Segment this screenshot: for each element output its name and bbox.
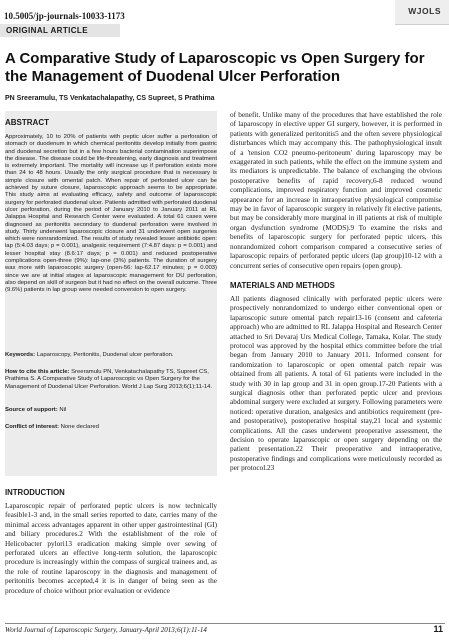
cite-value: Sreeramulu PN, Venkatachalapathy TS, Supreet CS, Prathima S. A Comparative Study of Laparoscopic vs Open Surgery for the Management of Duodenal Ulcer Perforation. World J Lap Surg 2013;6(1):11-14. xyxy=(5,369,213,390)
support-label: Source of support: xyxy=(5,407,58,413)
abstract-heading: ABSTRACT xyxy=(5,118,49,127)
journal-code-tab xyxy=(395,0,449,25)
introduction-text: Laparoscopic repair of perforated peptic ulcers is now technically feasible1-3 and, in the small series reported to date, carries many of the minimal access advantages apparent in other upper gastrointestinal (GI) and biliary procedures.2 With the establishment of the role of Helicobacter pylori13 eradication making simple over sewing of perforated ulcers an effective long-term solution, the laparoscopic procedure is increasingly within the compass of surgical trainees and, as the role of routine laparoscopy in the diagnosis and management of peritonitis becomes accepted,4 it is in danger of being seen as the procedure of choice without prior evaluation or evidence xyxy=(5,502,217,595)
article-type-banner xyxy=(0,24,120,37)
cite-label: How to cite this article: xyxy=(5,369,70,375)
abstract-box xyxy=(5,111,217,476)
keywords-value: Laparoscopy, Peritonitis, Duodenal ulcer perforation. xyxy=(36,352,174,358)
author-list: PN Sreeramulu, TS Venkatachalapathy, CS Supreet, S Prathima xyxy=(5,95,215,102)
keywords-label: Keywords: xyxy=(5,352,36,358)
footer-divider xyxy=(5,623,445,624)
left-column xyxy=(5,111,217,596)
introduction-continued-text: of benefit. Unlike many of the procedures that have established the role of laparoscopy in elective upper GI surgery, however, it is performed in patients with generalized peritonitis5 and the often severe physiological disturbances which may accompany this. The pathophysiological insult of a 'tension CO2 pneumo-peritoneum' during laparoscopy may be exaggerated in such patients, while the effect on the immune system and its mediators is unpredictable. The balance of exchanging the obvious postoperative benefits of rapid recovery,6-8 reduced wound complications, improved respiratory function and improved cosmetic appearance for an increase in intraoperative physiological compromise may be in favor of laparoscopic surgery in relatively fit elective patients, but may be considerably more marginal in ill patients at risk of multiple organ dysfunction syndrome (MODS).9 To examine the risks and benefits of laparoscopic surgery for perforated peptic ulcers, this nonrandomized cohort comparison compared a consecutive series of laparoscopic repairs of perforated peptic ulcers (lap group)10-12 with a concurrent series of consecutive open repairs (open group). xyxy=(230,111,442,270)
methods-text: All patients diagnosed clinically with perforated peptic ulcers were prospectively nonrandomized to undergo either conventional open or laparoscopic suture omental patch repair13-16 (consent and cafeteria approach) who are admitted to RL Jalappa Hospital and Research Center attached to Sri Devaraj Urs Medical College, Tamaka, Kolar. The study protocol was approved by the hospital ethics committee before the trial began from January 2010 to January 2011. Informed consent for randomization to laparoscopic or open omental patch repair was obtained from all patients. A total of 61 patients were included in the study with 30 in lap group and 31 in open group.17-20 Patients with a surgical diagnosis other than perforated peptic ulcer and previous abdominal surgery were excluded at surgery. Following parameters were noticed: operative duration, analgesics and antibiotics requirement (pre- and postoperative), postoperative hospital stay,21 local and systemic complications. All the cases underwent preoperative assessment, the decision to operate laparoscopic or open surgery depending on the patient presentation.22 Their preoperative and intraoperative, postoperative findings and complications were meticulously recorded as per protocol.23 xyxy=(230,294,442,473)
conflict-label: Conflict of interest: xyxy=(5,424,59,430)
cite-block xyxy=(5,369,217,391)
conflict-of-interest xyxy=(5,424,217,431)
article-title: A Comparative Study of Laparoscopic vs Open Surgery for the Management of Duodenal Ulcer Perforation xyxy=(5,50,425,85)
keywords xyxy=(5,352,217,359)
source-of-support xyxy=(5,407,217,414)
doi: 10.5005/jp-journals-10033-1173 xyxy=(4,11,125,21)
conflict-value: None declared xyxy=(60,424,99,430)
support-value: Nil xyxy=(59,407,67,413)
journal-code: WJOLS xyxy=(408,6,441,16)
introduction-heading: INTRODUCTION xyxy=(5,488,65,497)
page-number: 11 xyxy=(433,624,443,634)
right-column xyxy=(230,111,442,474)
article-type: ORIGINAL ARTICLE xyxy=(6,26,88,35)
footer-journal-citation: World Journal of Laparoscopic Surgery, January-April 2013;6(1):11-14 xyxy=(5,626,207,634)
abstract-text: Approximately, 10 to 20% of patients with peptic ulcer suffer a perforation of stomach or duodenum in which chemical peritonitis develop initially from gastric and duodenal secretion but in a few hours bacterial contamination superimpose the disease. The disease could be life-threatening, early diagnosis and treatment is extremely important. The mortality will increase up if perforation exists more than 24 to 48 hours. Usually the only surgical procedure that is necessary is simple closure with omental patch. When repair of perforated ulcer can be achieved by suture closure, laparoscopic approach seems to be appropriate. This study aims at evaluating efficacy, safety and outcome of laparoscopic surgery for perforated duodenal ulcer. Patients admitted with perforated duodenal ulcer perforation, during the period of January 2010 to January 2011 at RL Jalappa Hospital and Research Center were evaluated. A total 61 cases were diagnosed as peritonitis secondary to duodenal perforation were involved in study. Thirty underwent laparoscopic closure and 31 underwent open surgeries which were nonrandomized. The results of study revealed lesser antibiotic open: lap (5:4.03 days; p = 0.001), analgesic requirement (7:4.87 days: p = 0.001) and lesser hospital stay (8.6:17 days; p = 0.001) and reduced postoperative complications open-three (9%): lap-one (3%) patients. The duration of surgery was more with laparoscopic surgery (open-56: lap-62.17 minutes; p = 0.003) since we are at initial stages at laparoscopic management for DU perforation, also depend on skill of surgeon but it had no effect on the overall outcome. Three (9.6%) patients in lap group were needed conversion to open surgery. xyxy=(5,134,217,294)
methods-heading: MATERIALS AND METHODS xyxy=(230,280,335,290)
